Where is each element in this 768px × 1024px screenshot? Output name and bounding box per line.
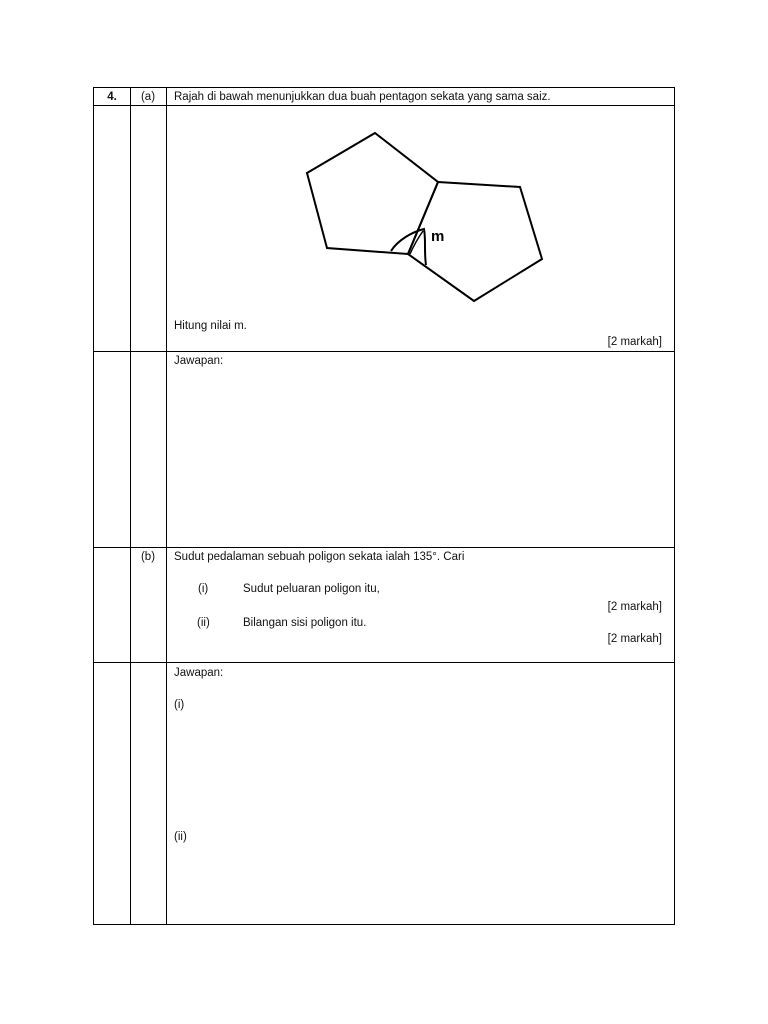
part-a-task: Hitung nilai m. xyxy=(174,320,247,332)
pentagon-right xyxy=(408,182,542,301)
angle-m-label: m xyxy=(431,228,445,245)
part-a-marks: [2 markah] xyxy=(607,336,662,348)
part-b-label: (b) xyxy=(140,551,156,563)
part-a-answer-label: Jawapan: xyxy=(174,355,224,367)
question-number: 4. xyxy=(107,91,117,103)
part-b-item-i-marks: [2 markah] xyxy=(607,601,662,613)
part-b-item-ii-number: (ii) xyxy=(197,617,210,629)
part-a-prompt: Rajah di bawah menunjukkan dua buah pentagon sekata yang sama saiz. xyxy=(174,91,551,103)
pentagon-left xyxy=(307,133,438,254)
part-b-answer-i: (i) xyxy=(174,699,185,711)
part-a-label: (a) xyxy=(140,91,156,103)
part-b-item-ii-text: Bilangan sisi poligon itu. xyxy=(243,617,367,629)
part-b-answer-label: Jawapan: xyxy=(174,667,224,679)
part-b-item-i-number: (i) xyxy=(198,583,209,595)
part-b-item-i-text: Sudut peluaran poligon itu, xyxy=(243,583,380,595)
part-b-item-ii-marks: [2 markah] xyxy=(607,633,662,645)
part-b-prompt: Sudut pedalaman sebuah poligon sekata ialah 135°. Cari xyxy=(174,551,465,563)
part-b-answer-ii: (ii) xyxy=(174,831,187,843)
